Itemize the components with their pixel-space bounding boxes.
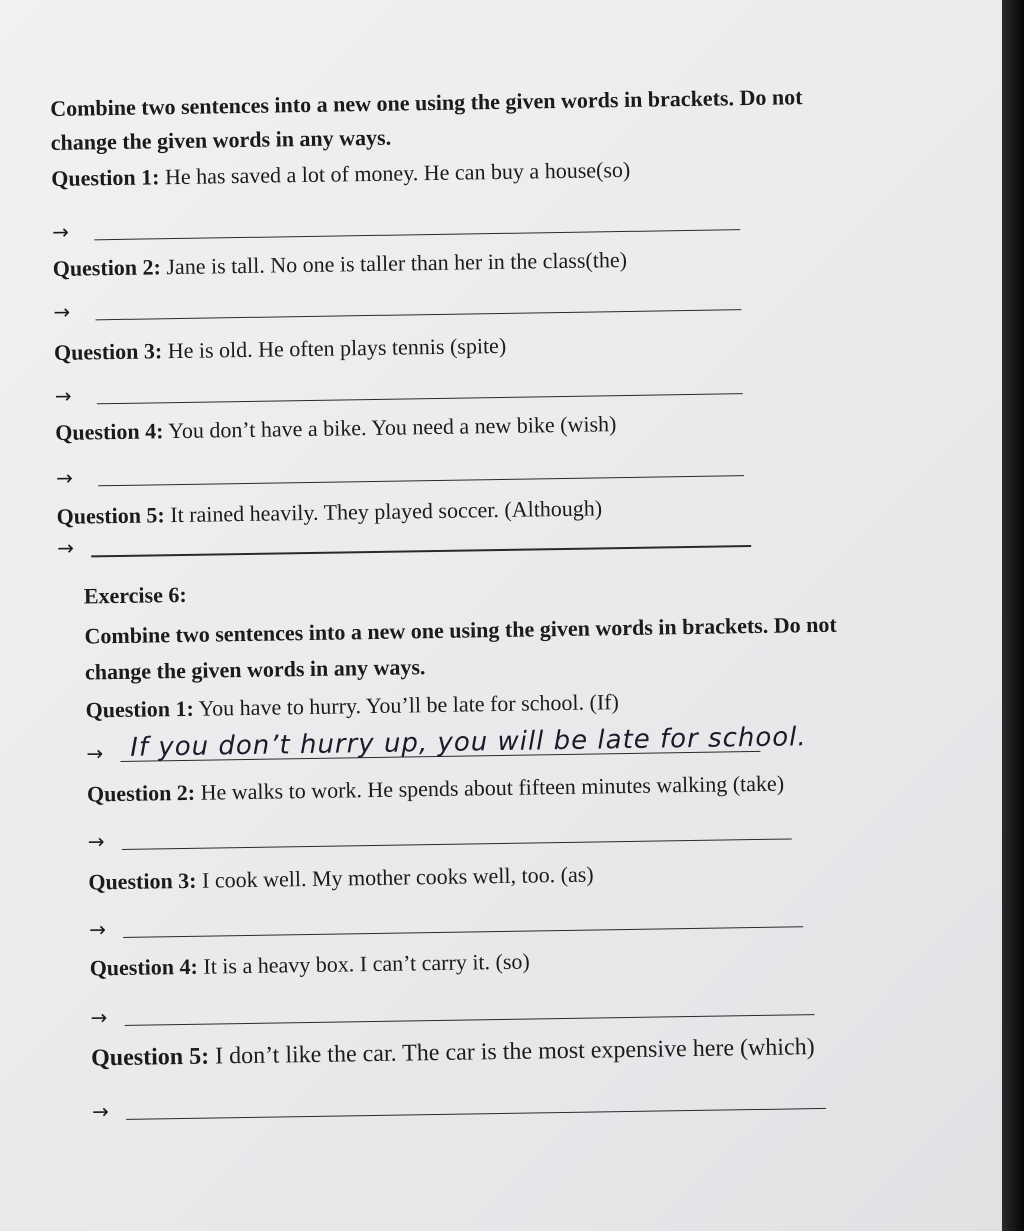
exercise-6-question-2-answer-row bbox=[88, 818, 808, 853]
question-4-prompt bbox=[55, 411, 617, 445]
exercise-6-question-2-prompt bbox=[87, 771, 784, 807]
question-text: Jane is tall. No one is taller than her in the class(the) bbox=[160, 246, 628, 280]
dark-background-edge bbox=[1002, 0, 1024, 1231]
arrow-icon: → bbox=[87, 829, 105, 854]
answer-line[interactable] bbox=[126, 1108, 826, 1120]
question-text: He is old. He often plays tennis (spite) bbox=[162, 332, 507, 364]
arrow-icon: → bbox=[90, 1005, 108, 1030]
arrow-icon: → bbox=[51, 219, 70, 244]
question-label: Question 2: bbox=[86, 779, 196, 807]
exercise-6-question-5-answer-row bbox=[92, 1088, 832, 1124]
question-label: Question 1: bbox=[85, 695, 195, 723]
arrow-icon: → bbox=[88, 917, 107, 942]
answer-line[interactable] bbox=[97, 393, 743, 404]
question-label: Question 3: bbox=[88, 867, 197, 895]
exercise-6-heading: Exercise 6: bbox=[83, 581, 187, 609]
instruction-line-1: Combine two sentences into a new one using the given words in brackets. Do not bbox=[50, 84, 803, 121]
arrow-icon: → bbox=[91, 1099, 109, 1124]
question-3-answer-row bbox=[55, 373, 755, 408]
exercise-6-question-1-answer-row bbox=[86, 722, 966, 766]
answer-line[interactable] bbox=[125, 1014, 815, 1026]
answer-line[interactable] bbox=[94, 229, 740, 240]
answer-line[interactable] bbox=[91, 545, 751, 557]
question-text: He walks to work. He spends about fifteen minutes walking (take) bbox=[194, 770, 785, 805]
answer-line[interactable] bbox=[123, 926, 803, 938]
question-5-prompt bbox=[56, 495, 602, 529]
question-text: You have to hurry. You’ll be late for school. (If) bbox=[193, 689, 620, 721]
question-text: It is a heavy box. I can’t carry it. (so) bbox=[197, 948, 530, 979]
handwritten-answer: If you don’t hurry up, you will be late for school. bbox=[130, 722, 807, 763]
arrow-icon: → bbox=[54, 383, 72, 408]
answer-line[interactable] bbox=[122, 838, 792, 850]
question-2-answer-row bbox=[53, 289, 753, 324]
question-4-answer-row bbox=[56, 455, 756, 490]
exercise-6-instruction-line-2: change the given words in any ways. bbox=[84, 654, 426, 685]
question-5-answer-row bbox=[57, 525, 757, 560]
question-1-answer-row bbox=[52, 209, 752, 244]
arrow-icon: → bbox=[56, 535, 75, 560]
exercise-6-question-4-answer-row bbox=[90, 994, 820, 1029]
question-text: It rained heavily. They played soccer. (Although) bbox=[164, 495, 603, 528]
question-3-prompt bbox=[54, 333, 507, 365]
answer-line[interactable] bbox=[98, 475, 744, 486]
question-text: You don’t have a bike. You need a new bike (wish) bbox=[163, 411, 617, 444]
question-label: Question 4: bbox=[55, 418, 164, 445]
question-label: Question 5: bbox=[56, 502, 165, 529]
question-text: I don’t like the car. The car is the most expensive here (which) bbox=[208, 1034, 815, 1070]
exercise-6-question-5-prompt bbox=[91, 1034, 815, 1073]
question-label: Question 2: bbox=[52, 254, 162, 281]
exercise-6-question-3-answer-row bbox=[89, 906, 809, 941]
arrow-icon: → bbox=[53, 299, 71, 324]
question-label: Question 4: bbox=[89, 953, 199, 981]
instruction-line-2: change the given words in any ways. bbox=[50, 124, 392, 155]
arrow-icon: → bbox=[55, 465, 73, 490]
question-2-prompt bbox=[53, 247, 628, 281]
answer-line[interactable] bbox=[96, 309, 742, 320]
worksheet-content bbox=[50, 81, 990, 1124]
exercise-6-question-3-prompt bbox=[88, 862, 594, 895]
question-label: Question 5: bbox=[90, 1043, 210, 1072]
exercise-6-instruction-line-1: Combine two sentences into a new one using the given words in brackets. Do not bbox=[84, 611, 837, 649]
exercise-6-question-1-prompt bbox=[85, 689, 619, 723]
question-label: Question 1: bbox=[51, 164, 160, 191]
question-label: Question 3: bbox=[53, 338, 163, 365]
question-1-prompt bbox=[51, 157, 630, 191]
question-text: I cook well. My mother cooks well, too. (as) bbox=[196, 861, 594, 893]
question-text: He has saved a lot of money. He can buy a house(so) bbox=[159, 156, 631, 190]
arrow-icon: → bbox=[86, 741, 104, 766]
exercise-6-question-4-prompt bbox=[90, 949, 530, 981]
